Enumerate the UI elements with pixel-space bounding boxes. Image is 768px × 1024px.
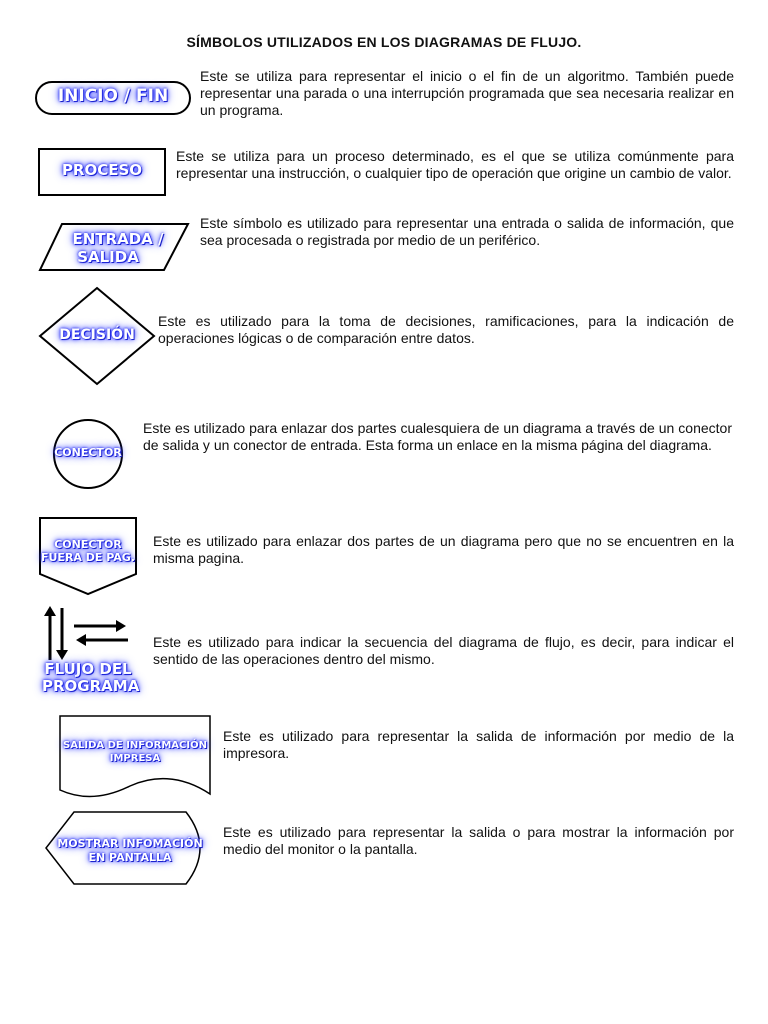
decision-symbol — [38, 286, 156, 386]
flow-label-line1: FLUJO DEL — [44, 660, 132, 678]
connector-label: CONECTOR — [54, 446, 122, 459]
page-title: SÍMBOLOS UTILIZADOS EN LOS DIAGRAMAS DE FLUJO. — [186, 34, 582, 50]
process-description: Este se utiliza para un proceso determinado, es el que se utiliza comúnmente para representar una instrucción, o cualquier tipo de operación que origine un cambio de valor. — [176, 148, 734, 181]
printed-output-label-line1: SALIDA DE INFORMACIÓN — [63, 740, 207, 751]
flow-arrows-symbol — [38, 604, 140, 695]
connector-description: Este es utilizado para enlazar dos partes cualesquiera de un diagrama a través de un conector de salida y un conector de entrada. Esta forma un enlace en la misma página del diagrama. — [143, 420, 732, 453]
flow-label-line2: PROGRAMA — [42, 677, 140, 695]
display-symbol — [44, 810, 216, 886]
offpage-connector-label-line1: CONECTOR — [54, 538, 122, 551]
process-symbol — [38, 148, 166, 196]
horizontal-arrows-icon — [74, 620, 128, 646]
offpage-connector-description: Este es utilizado para enlazar dos partes de un diagrama pero que no se encuentren en la misma pagina. — [153, 533, 734, 566]
io-label-line1: ENTRADA / — [72, 230, 164, 248]
io-description: Este símbolo es utilizado para representar una entrada o salida de información, que sea procesada o registrada por medio de un periférico. — [200, 215, 734, 248]
connector-symbol — [52, 418, 124, 490]
io-label-line2: SALIDA — [77, 248, 139, 266]
decision-label: DECISIÓN — [59, 327, 135, 343]
decision-description: Este es utilizado para la toma de decisiones, ramificaciones, para la indicación de operaciones lógicas o de comparación entre datos. — [158, 313, 734, 346]
process-label: PROCESO — [61, 161, 143, 179]
terminal-symbol — [34, 80, 192, 116]
terminal-label: INICIO / FIN — [57, 86, 169, 106]
io-symbol — [38, 222, 190, 272]
display-description: Este es utilizado para representar la salida o para mostrar la información por medio del monitor o la pantalla. — [223, 824, 734, 857]
printed-output-symbol — [58, 714, 212, 800]
flow-description: Este es utilizado para indicar la secuencia del diagrama de flujo, es decir, para indicar el sentido de las operaciones dentro del mismo. — [153, 634, 734, 667]
terminal-description: Este se utiliza para representar el inicio o el fin de un algoritmo. También puede representar una parada o una interrupción programada que sea necesaria realizar en un programa. — [200, 68, 734, 118]
vertical-arrows-icon — [44, 606, 68, 660]
offpage-connector-label-line2: FUERA DE PAG. — [40, 551, 136, 564]
offpage-connector-symbol — [38, 516, 138, 596]
printed-output-label-line2: IMPRESA — [109, 753, 161, 764]
display-label-line2: EN PANTALLA — [88, 851, 172, 864]
printed-output-description: Este es utilizado para representar la salida de información por medio de la impresora. — [223, 728, 734, 761]
display-label-line1: MOSTRAR INFOMACIÓN — [57, 837, 203, 850]
